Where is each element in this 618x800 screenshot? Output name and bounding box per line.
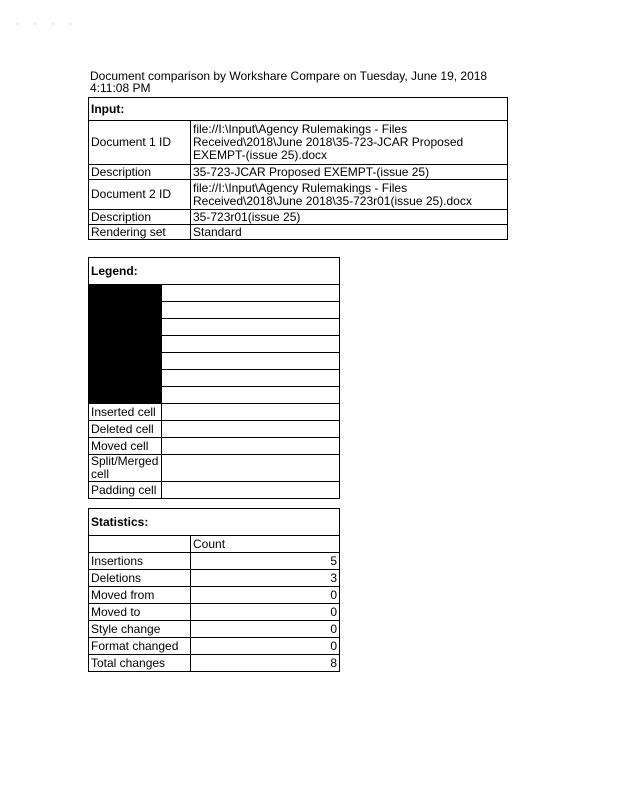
description-2-label: Description [89,210,191,225]
input-title-row [89,98,508,121]
total-changes-count: 8 [191,655,340,672]
legend-title-row [89,258,340,285]
list-item [89,421,340,438]
legend-table [88,257,340,499]
table-row [89,570,340,587]
scan-speck: · · · · [16,20,79,30]
legend-moved-cell-label: Moved cell [89,438,162,455]
count-header: Count [191,536,340,553]
table-row [89,587,340,604]
statistics-title-row [89,509,340,536]
legend-moved-cell-sample [162,438,340,455]
rendering-set-value: Standard [191,225,508,240]
rendering-set-label: Rendering set [89,225,191,240]
deletions-label: Deletions [89,570,191,587]
moved-from-count: 0 [191,587,340,604]
description-2-value: 35-723r01(issue 25) [191,210,508,225]
legend-sample-cell [162,319,340,336]
table-row [89,655,340,672]
list-item [89,482,340,499]
format-changed-label: Format changed [89,638,191,655]
style-change-label: Style change [89,621,191,638]
table-row [89,121,508,165]
legend-sample-cell [162,302,340,319]
input-table [88,97,508,240]
list-item [89,438,340,455]
statistics-title: Statistics: [89,509,340,536]
legend-split-merged-cell-label: Split/Merged cell [89,455,162,482]
legend-deleted-cell-label: Deleted cell [89,421,162,438]
legend-sample-cell [162,336,340,353]
statistics-header-row [89,536,340,553]
list-item [89,404,340,421]
legend-split-merged-cell-sample [162,455,340,482]
table-row [89,165,508,180]
table-row [89,553,340,570]
legend-inserted-cell-sample [162,404,340,421]
table-row [89,180,508,210]
legend-inserted-cell-label: Inserted cell [89,404,162,421]
legend-sample-cell [162,370,340,387]
moved-from-label: Moved from [89,587,191,604]
table-row [89,638,340,655]
insertions-label: Insertions [89,553,191,570]
table-row [89,604,340,621]
input-title: Input: [89,98,508,121]
table-row [89,210,508,225]
table-row [89,225,508,240]
redacted-legend-block [89,285,162,404]
legend-sample-cell [162,285,340,302]
moved-to-label: Moved to [89,604,191,621]
document-1-id-value: file://I:\Input\Agency Rulemakings - Files Received\2018\June 2018\35-723-JCAR Proposed EXEMPT-(issue 25).docx [191,121,508,165]
document-heading: Document comparison by Workshare Compare on Tuesday, June 19, 2018 4:11:08 PM [90,69,488,95]
statistics-table [88,508,340,672]
total-changes-label: Total changes [89,655,191,672]
legend-deleted-cell-sample [162,421,340,438]
table-row [89,621,340,638]
statistics-header-blank [89,536,191,553]
insertions-count: 5 [191,553,340,570]
legend-sample-cell [162,387,340,404]
legend-sample-cell [162,353,340,370]
description-1-label: Description [89,165,191,180]
list-item [89,455,340,482]
legend-padding-cell-sample [162,482,340,499]
deletions-count: 3 [191,570,340,587]
moved-to-count: 0 [191,604,340,621]
legend-padding-cell-label: Padding cell [89,482,162,499]
document-1-id-label: Document 1 ID [89,121,191,165]
legend-title: Legend: [89,258,340,285]
legend-swatch-row [89,285,340,302]
document-2-id-value: file://I:\Input\Agency Rulemakings - Files Received\2018\June 2018\35-723r01(issue 25).docx [191,180,508,210]
format-changed-count: 0 [191,638,340,655]
document-2-id-label: Document 2 ID [89,180,191,210]
style-change-count: 0 [191,621,340,638]
description-1-value: 35-723-JCAR Proposed EXEMPT-(issue 25) [191,165,508,180]
